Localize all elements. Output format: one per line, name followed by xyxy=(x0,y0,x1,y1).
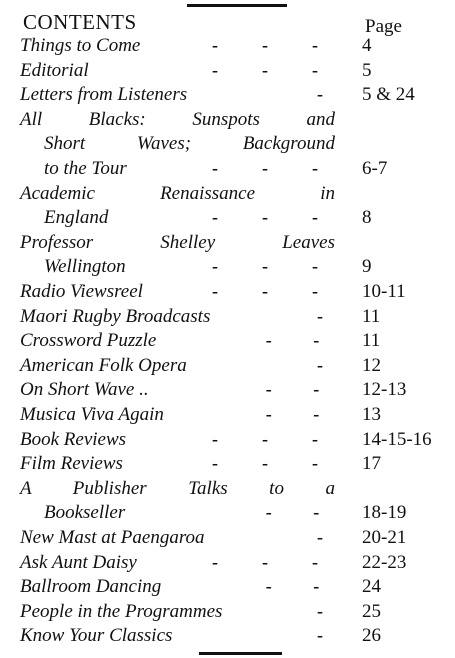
toc-entry-title-line: Editorial xyxy=(20,59,89,81)
toc-page-number: 14-15-16 xyxy=(362,428,432,450)
toc-entry-title-line: Letters from Listeners xyxy=(20,84,188,106)
toc-leader-dashes: - - xyxy=(265,379,320,400)
toc-entry-title-line: Things to Come xyxy=(20,35,141,56)
toc-leader-dashes: - xyxy=(317,84,323,105)
toc-leader-dashes: - - - xyxy=(212,453,318,474)
toc-leader-dashes: - - xyxy=(265,404,320,424)
contents-header xyxy=(0,10,455,38)
toc-leader-dashes: - - - xyxy=(212,281,318,301)
toc-page-number: 26 xyxy=(362,625,381,647)
toc-entry xyxy=(0,330,455,355)
toc-entry xyxy=(0,625,455,650)
toc-page-number: 10-11 xyxy=(362,281,406,302)
toc-leader-dashes: - - - xyxy=(212,59,318,80)
toc-page-number: 13 xyxy=(362,404,381,425)
toc-leader-dashes: - - - xyxy=(212,551,318,572)
toc-page-number: 25 xyxy=(362,600,381,622)
toc-leader-dashes: - - - xyxy=(212,207,318,228)
toc-entry-title-line: Wellington xyxy=(44,256,126,278)
toc-entry-title-line: England xyxy=(44,207,109,229)
toc-leader-dashes: - xyxy=(317,354,323,375)
toc-entry xyxy=(0,355,455,380)
contents-title: CONTENTS xyxy=(23,10,137,34)
toc-entry xyxy=(0,601,455,626)
toc-entry-title-line: Academic Renaissance in xyxy=(20,182,335,204)
toc-page-number: 5 xyxy=(362,59,372,81)
toc-page-number: 11 xyxy=(362,305,381,327)
toc-entry-title-line: People in the Programmes xyxy=(20,600,223,622)
page-column-label: Page xyxy=(365,16,402,37)
toc-page-number: 4 xyxy=(362,35,372,56)
toc-page-number: 5 & 24 xyxy=(362,84,415,106)
toc-entry xyxy=(0,527,455,552)
bottom-rule xyxy=(199,652,282,655)
toc-entry xyxy=(0,84,455,109)
toc-leader-dashes: - xyxy=(317,305,323,326)
toc-page-number: 24 xyxy=(362,576,381,598)
toc-entry-title-line: Short Waves; Background xyxy=(44,133,335,155)
toc-page-number: 12 xyxy=(362,354,381,376)
toc-page-number: 12-13 xyxy=(362,379,407,401)
toc-entry xyxy=(0,60,455,85)
toc-entry xyxy=(0,35,455,60)
toc-entry-title-line: A Publisher Talks to a xyxy=(20,477,335,499)
toc-page-number: 9 xyxy=(362,256,372,278)
toc-page-number: 18-19 xyxy=(362,502,407,524)
toc-leader-dashes: - - xyxy=(265,330,320,351)
toc-entry-title-line: Book Reviews xyxy=(20,428,127,450)
toc-entry-title-line: Maori Rugby Broadcasts xyxy=(20,305,211,327)
toc-entry xyxy=(0,404,455,429)
toc-page-number: 6-7 xyxy=(362,157,388,179)
toc-entry-title-line: Crossword Puzzle xyxy=(20,330,157,352)
toc-entry-title-line: On Short Wave .. xyxy=(20,379,149,401)
toc-leader-dashes: - - - xyxy=(212,428,318,449)
toc-entry-title-line: Radio Viewsreel xyxy=(20,281,143,302)
toc-entry-title-line: Professor Shelley Leaves xyxy=(20,231,335,253)
toc-leader-dashes: - - - xyxy=(212,256,318,277)
toc-entry-title-line: Ballroom Dancing xyxy=(20,576,162,598)
toc-entry xyxy=(0,183,455,232)
toc-entry-title-line: Film Reviews xyxy=(20,453,123,475)
toc-leader-dashes: - - xyxy=(265,502,320,523)
toc-entry xyxy=(0,281,455,306)
toc-leader-dashes: - - - xyxy=(212,157,318,178)
toc-entry-title-line: to the Tour xyxy=(44,157,127,179)
toc-entry xyxy=(0,552,455,577)
toc-entry xyxy=(0,453,455,478)
toc-entry-title-line: Musica Viva Again xyxy=(20,404,164,425)
toc-page-number: 22-23 xyxy=(362,551,407,573)
toc-entry xyxy=(0,109,455,183)
toc-page-number: 20-21 xyxy=(362,527,407,548)
toc-entry-title-line: Know Your Classics xyxy=(20,625,173,647)
toc-entry-title-line: Ask Aunt Daisy xyxy=(20,551,137,573)
toc-entry xyxy=(0,576,455,601)
toc-entry xyxy=(0,379,455,404)
top-rule xyxy=(187,4,287,7)
toc-leader-dashes: - xyxy=(317,600,323,621)
toc-page-number: 8 xyxy=(362,207,372,229)
toc-leader-dashes: - xyxy=(317,625,323,646)
toc-entry-title-line: Bookseller xyxy=(44,502,126,524)
toc-entry xyxy=(0,306,455,331)
toc-leader-dashes: - xyxy=(317,527,323,547)
toc-entry-title-line: American Folk Opera xyxy=(20,354,187,376)
toc-entry xyxy=(0,478,455,527)
toc-leader-dashes: - - - xyxy=(212,35,318,55)
toc-entry-title-line: New Mast at Paengaroa xyxy=(20,527,205,548)
toc-page-number: 11 xyxy=(362,330,381,352)
toc-page-number: 17 xyxy=(362,453,381,475)
toc-leader-dashes: - - xyxy=(265,576,320,597)
toc-entry xyxy=(0,232,455,281)
toc-entry-title-line: All Blacks: Sunspots and xyxy=(20,108,335,130)
toc-entry xyxy=(0,429,455,454)
